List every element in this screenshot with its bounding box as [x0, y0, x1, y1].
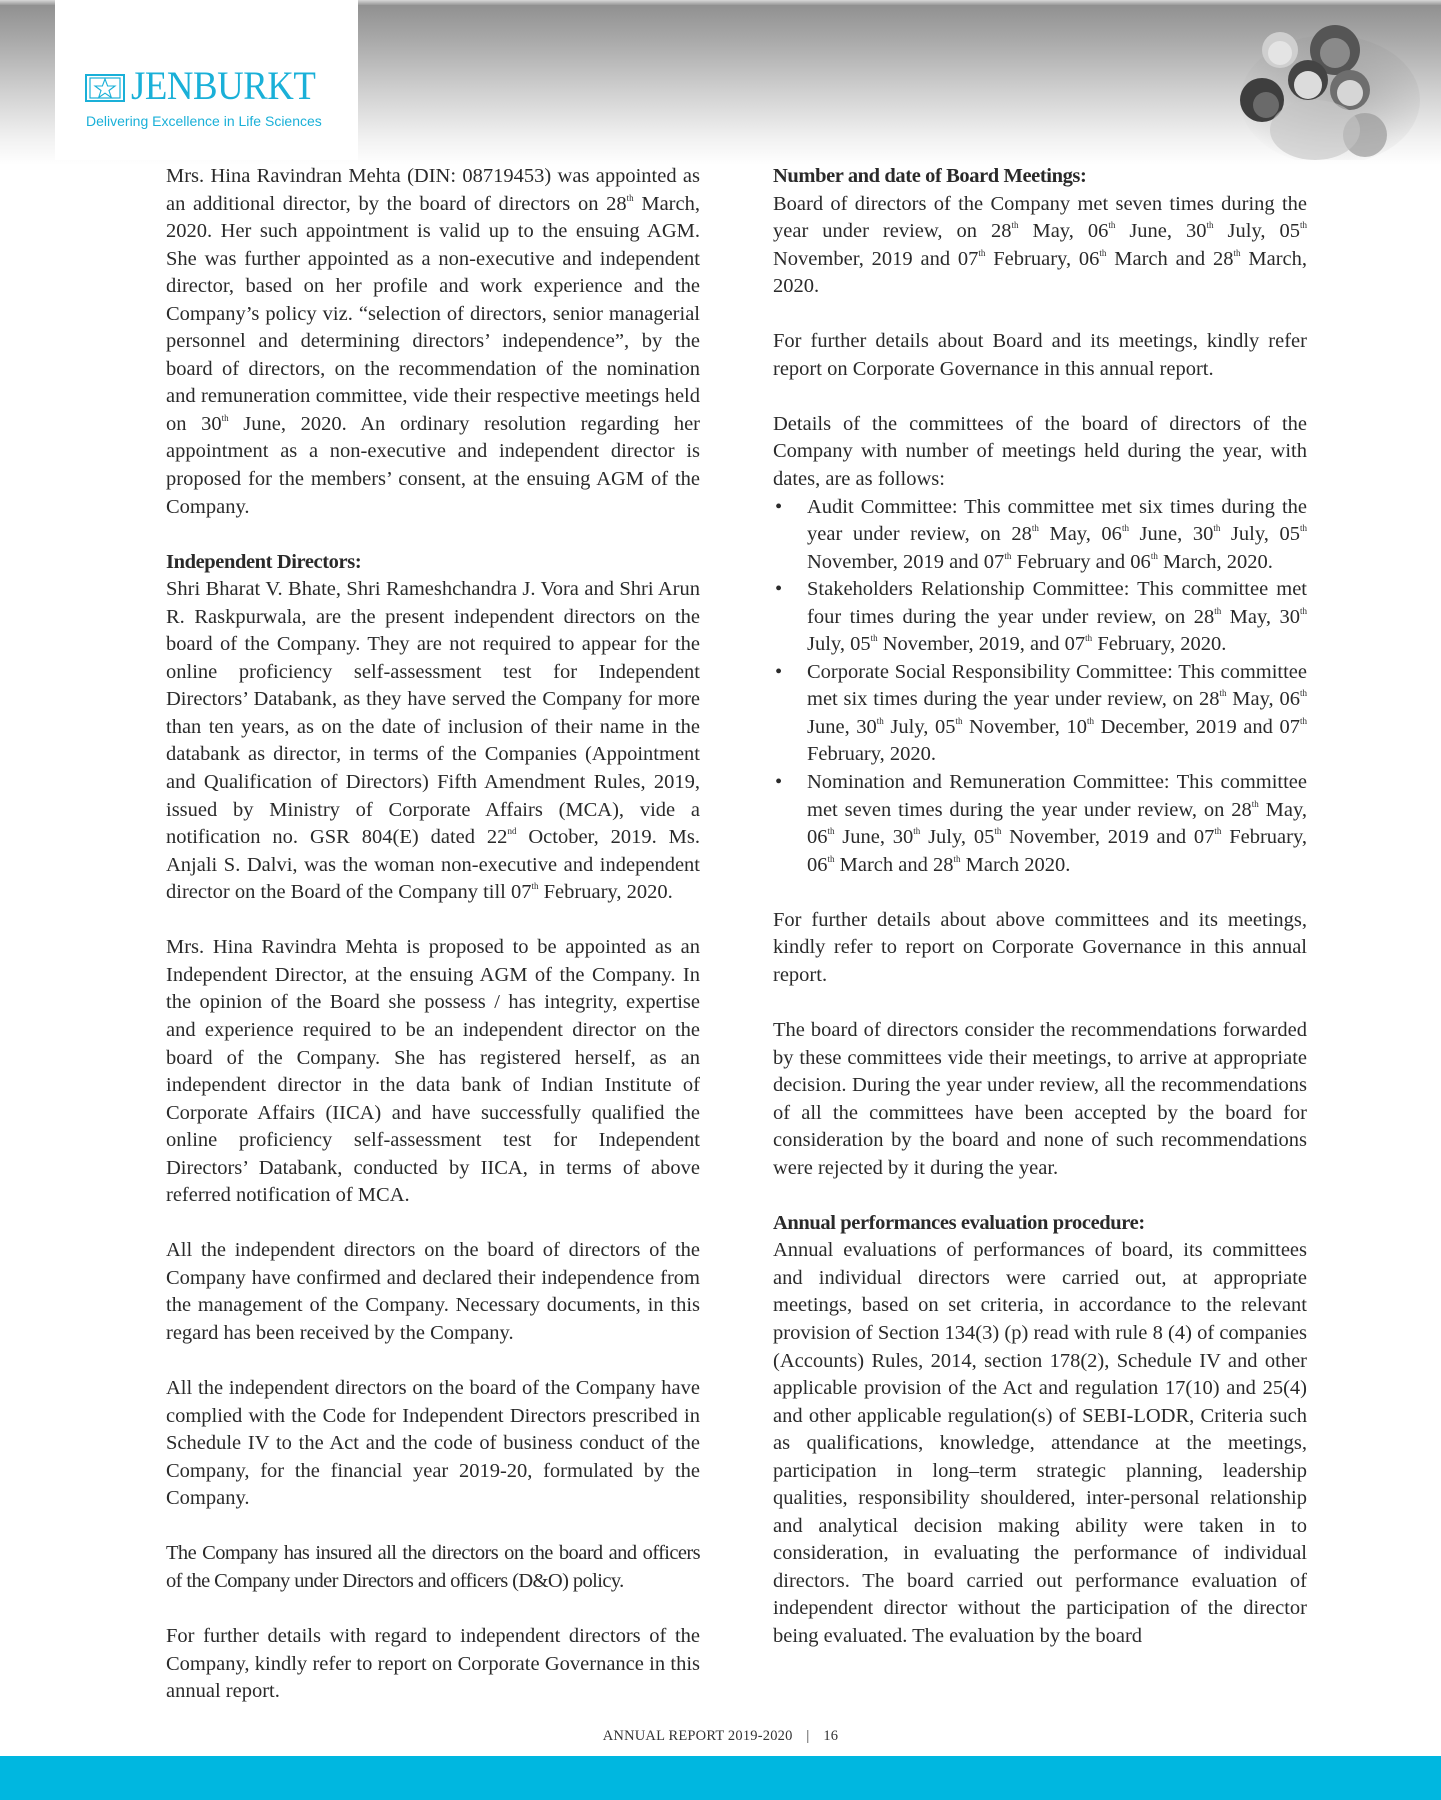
list-item-audit-committee: • Audit Committee: This committee met six times during the year under review, on 28th May, 06th June, 30th July, 05th November, 2019 and 07th February and 06th March, 2020. [775, 495, 1307, 573]
right-column [773, 163, 1307, 1651]
section-heading: Number and date of Board Meetings: [773, 165, 1087, 187]
section-heading: Independent Directors: [166, 550, 362, 573]
code-compliance-paragraph: All the independent directors on the board of the Company have complied with the Code for Independent Directors prescribed in Schedule IV to the Act and the code of business conduct of the Company, for the financial year 2019-20, formulated by the Company. [166, 1377, 700, 1510]
hina-mehta-appointment-paragraph: Mrs. Hina Ravindran Mehta (DIN: 08719453) was appointed as an additional director, by the board of directors on 28th March, 2020. Her such appointment is valid up to the ensuing AGM. She was further appointed as a non-executive and independent director, based on her profile and work experience and the Company’s policy viz. “selection of directors, senior managerial personnel and determining directors’ independence”, by the board of directors, on the recommendation of the nomination and remuneration committee, vide their respective meetings held on 30th June, 2020. An ordinary resolution regarding her appointment as a non-executive and independent director is proposed for the members’ consent, at the ensuing AGM of the Company. [166, 165, 700, 518]
list-item-nomination-committee: • Nomination and Remuneration Committee: This committee met seven times during the year under review, on 28th May, 06th June, 30th July, 05th November, 2019 and 07th February, 06th March and 28th March 2020. [775, 771, 1307, 876]
list-item-stakeholders-committee: • Stakeholders Relationship Committee: This committee met four times during the year under review, on 28th May, 30th July, 05th November, 2019, and 07th February, 2020. [775, 578, 1307, 656]
independence-declaration-paragraph: All the independent directors on the board of directors of the Company have confirmed and declared their independence from the management of the Company. Necessary documents, in this regard has been received by the Company. [166, 1239, 700, 1344]
board-details-reference-paragraph: For further details about Board and its meetings, kindly refer report on Corporate Governance in this annual report. [773, 330, 1307, 380]
bullet-icon: • [775, 578, 783, 601]
recommendations-paragraph: The board of directors consider the recommendations forwarded by these committees vide their meetings, to arrive at appropriate decision. During the year under review, all the recommendations of all the committees have been accepted by the board for consideration by the board and none of such recommendations were rejected by it during the year. [773, 1018, 1307, 1179]
footer-color-bar [0, 1756, 1441, 1800]
logo-box [55, 0, 358, 160]
bullet-icon: • [775, 771, 783, 794]
section-heading: Annual performances evaluation procedure: [773, 1211, 1145, 1234]
children-illustration-icon [1190, 5, 1441, 160]
proposed-appointment-paragraph: Mrs. Hina Ravindra Mehta is proposed to be appointed as an Independent Director, at the ensuing AGM of the Company. In the opinion of the Board she possess / has integrity, expertise and experience required to be an independent director on the board of the Company. She has registered herself, as an independent director in the data bank of Indian Institute of Corporate Affairs (IICA) and have successfully qualified the online proficiency self-assessment test for Independent Directors’ Databank, conducted by IICA, in terms of above referred notification of MCA. [166, 936, 700, 1207]
page-footer [0, 1727, 1441, 1745]
footer-separator: | [806, 1728, 810, 1744]
further-details-paragraph: For further details with regard to independent directors of the Company, kindly refer to report on Corporate Governance in this annual report. [166, 1624, 700, 1703]
page-number: 16 [823, 1728, 839, 1744]
brand-name: JENBURKT [131, 63, 316, 108]
board-meetings-section: Number and date of Board Meetings: Board of directors of the Company met seven times during the year under review, on 28th May, 06th June, 30th July, 05th November, 2019 and 07th February, 06th March and 28th March, 2020. [773, 165, 1308, 298]
list-item-csr-committee: • Corporate Social Responsibility Committee: This committee met six times during the year under review, on 28th May, 06th June, 30th July, 05th November, 10th December, 2019 and 07th February, 2020. [775, 660, 1307, 766]
report-label: ANNUAL REPORT 2019-2020 [602, 1728, 793, 1744]
bullet-icon: • [775, 660, 783, 683]
left-column [166, 163, 700, 1706]
dno-policy-paragraph: The Company has insured all the directors on the board and officers of the Company under Directors and officers (D&O) policy. [166, 1542, 700, 1592]
star-in-box-icon [85, 74, 125, 102]
evaluation-section: Annual performances evaluation procedure: Annual evaluations of performances of board, its committees and individual directors were carried out, at appropriate meetings, based on set criteria, in accordance to the relevant provision of Section 134(3) (p) read with rule 8 (4) of companies (Accounts) Rules, 2014, section 178(2), Schedule IV and other applicable provision of the Act and regulation 17(10) and 25(4) and other applicable regulation(s) of SEBI-LODR, Criteria such as qualifications, knowledge, attendance at the meetings, participation in long–term strategic planning, leadership qualities, responsibility shouldered, inter-personal relationship and analytical decision making ability were taken in to consideration, in evaluating the performance of individual directors. The board carried out performance evaluation of independent director without the participation of the director being evaluated. The evaluation by the board [773, 1211, 1307, 1647]
committees-intro-paragraph: Details of the committees of the board of directors of the Company with number of meetings held during the year, with dates, are as follows: [773, 412, 1307, 491]
committees-list [773, 494, 1307, 880]
header-banner [0, 0, 1441, 165]
committees-reference-paragraph: For further details about above committees and its meetings, kindly refer to report on Corporate Governance in this annual report. [773, 908, 1307, 986]
bullet-icon: • [775, 495, 783, 518]
brand-tagline: Delivering Excellence in Life Sciences [86, 113, 322, 129]
independent-directors-section: Independent Directors: Shri Bharat V. Bhate, Shri Rameshchandra J. Vora and Shri Arun R. Raskpurwala, are the present independent directors on the board of the Company. They are not required to appear for the online proficiency self-assessment test for Independent Directors’ Databank, as they have served the Company for more than ten years, as on the date of inclusion of their name in the databank as director, in terms of the Companies (Appointment and Qualification of Directors) Fifth Amendment Rules, 2019, issued by Ministry of Corporate Affairs (MCA), vide a notification no. GSR 804(E) dated 22nd October, 2019. Ms. Anjali S. Dalvi, was the woman non-executive and independent director on the Board of the Company till 07th February, 2020. [166, 550, 700, 904]
